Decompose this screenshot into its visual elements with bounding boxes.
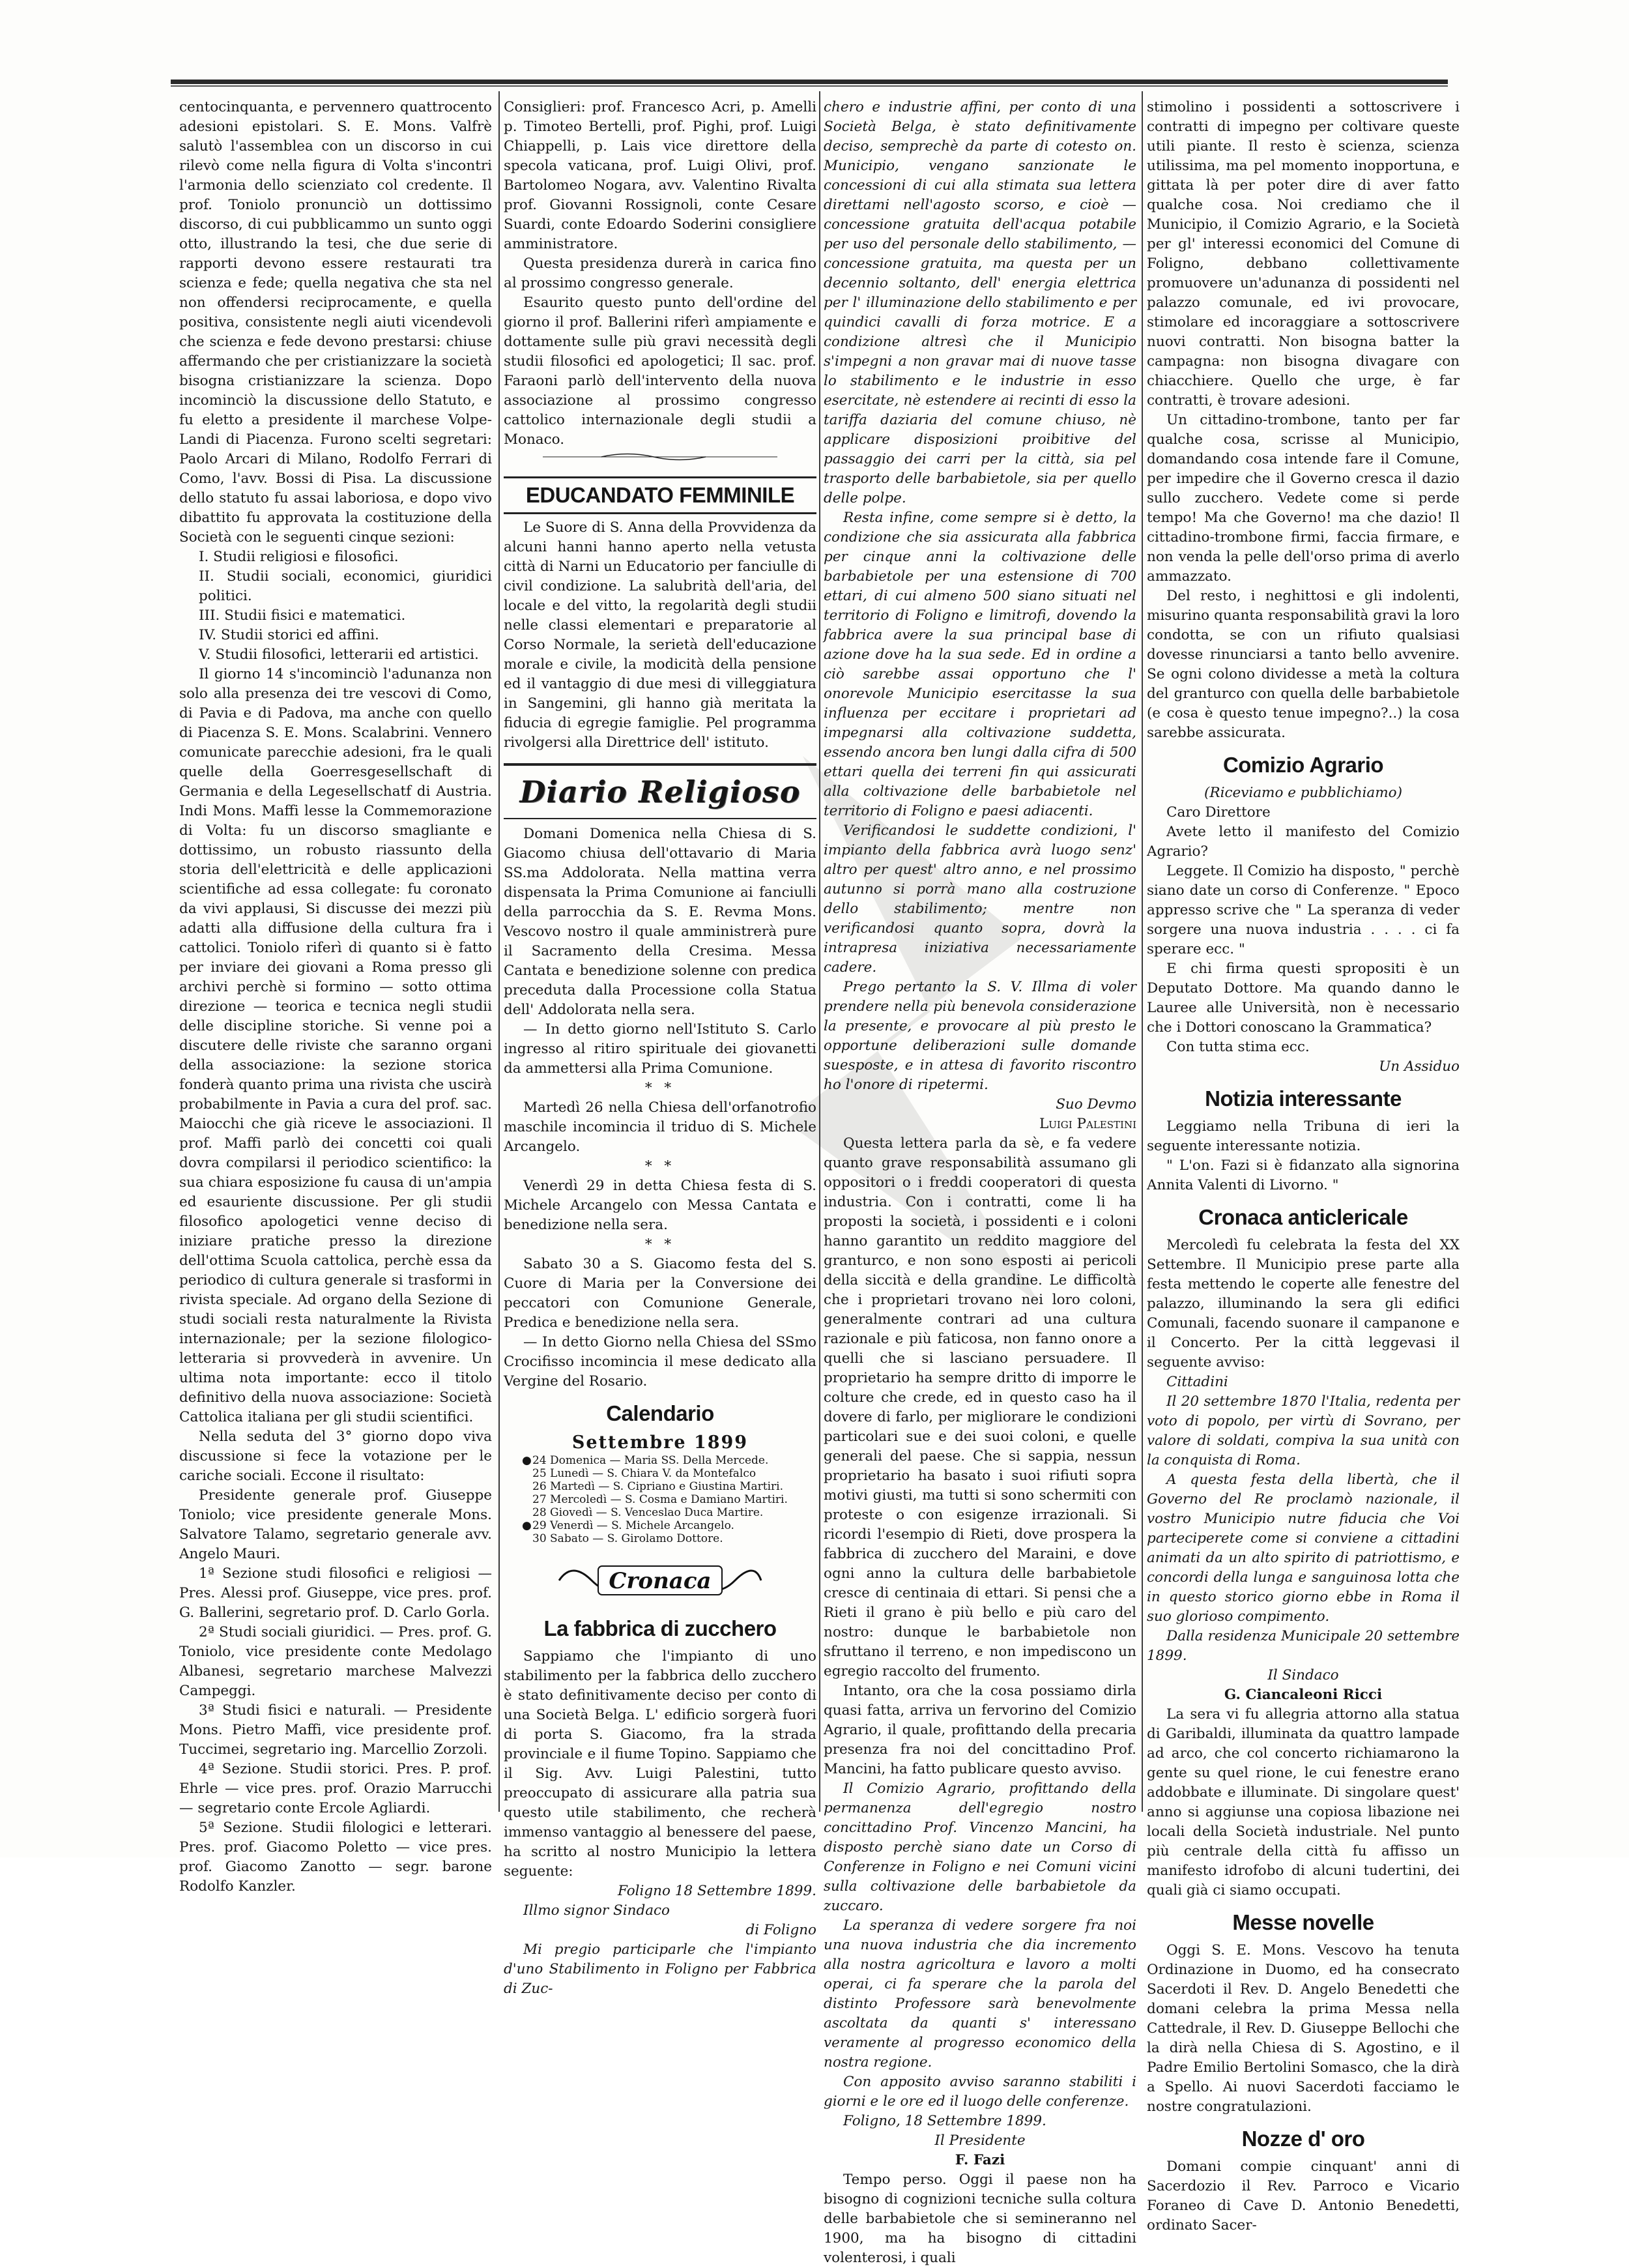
- calendar-entry: [522, 1467, 816, 1480]
- calendar-entry-text: 25 Lunedì — S. Chiara V. da Montefalco: [532, 1467, 757, 1480]
- article-paragraph: centocinquanta, e pervennero quattrocento adesioni epistolari. S. E. Mons. Valfrè salutò l'assemblea con un discorso in cui rilevò come nella figura di Volta s'incontri l'armonia dello scienziato col credente. Il prof. Toniolo pronunciò un dottissimo discorso, di cui pubblicammo un sunto oggi otto, illustrando la tesi, che due serie di rapporti devono essere restaurati tra scienza e fede; quella negativa che sta nel non offendersi reciprocamente, e quella positiva, consistente negli aiuti vicendevoli che scienza e fede devono prestarsi: chiuse affermando che per cristianizzare la società bisogna cristianizzare la scienza. Dopo incominciò la discussione dello Statuto, e fu eletto a presidente il marchese Volpe-Landi di Piacenza. Furono scelti segretari: Paolo Arcari di Milano, Rodolfo Ferrari di Como, l'avv. Bossi di Pisa. La discussione dello statuto fu assai laboriosa, e dopo vivo dibattito fu approvata la costituzione della Società con le seguenti cinque sezioni:: [179, 99, 492, 545]
- diario-religioso-title: Diario Religioso: [519, 774, 801, 809]
- article-paragraph: Cittadini: [1166, 1374, 1228, 1390]
- article-paragraph: IV. Studii storici ed affini.: [199, 627, 379, 643]
- comizio-heading: Comizio Agrario: [1222, 753, 1384, 777]
- article-paragraph: Questa lettera parla da sè, e fa vedere quanto grave responsabilità assumano gli oppositori o i freddi cooperatori di questa industria. Con i contratti, come li ha proposti la società, i possidenti e i coloni hanno garantito un reddito maggiore del granturco, e non sono esposti ai pericoli della siccità e della grandine. Le difficoltà che i proprietari trovano nei loro coloni, generalmente contrari ad una cultura razionale e più faticosa, non fanno onore a quelli che si lasciano persuadere. Il proprietario ha sempre dritto di imporre le colture che crede, ed in questo caso ha il dovere di farlo, per migliorare le condizioni particolari sue e dei suoi coloni, e quelle generali del paese. Che si sappia, nessun proprietario ha basato i suoi rifiuti sopra motivi giusti, ma tutti si sono schermiti con proteste o con esigenze irrazionali. Si ricordi l'esempio di Rieti, dove prospera la fabbrica di zucchero del Maraini, e dove ogni anno la cultura delle barbabietole cresce di centinaia di ettari. Si pensi che a Rieti il grano è più bello e più caro del nostro: dunque le barbabietole non sfruttano il terreno, e non impediscono un egregio raccolto del frumento.: [824, 1135, 1136, 1679]
- article-paragraph: stimolino i possidenti a sottoscrivere i contratti di impegno per coltivare queste utili piante. Il resto è scienza, scienza utilissima, ma pel momento inopportuna, e gittata là per poter dire di aver fatto qualche cosa. Noi crediamo che il Municipio, il Comizio Agrario, e la Società per gl' interessi economici del Comune di Foligno, debbano collettivamente promuovere un'adunanza di possidenti nel palazzo comunale, ed ivi provocare, stimolare ed incoraggiare a sottoscrivere nuovi contratti. Non bisogna batter la campagna: non bisogna divagare con chiacchiere. Quello che urge, è far contratti, è trovare adesioni.: [1147, 99, 1460, 409]
- calendar-entry: [522, 1493, 816, 1506]
- article-paragraph: II. Studii sociali, economici, giuridici politici.: [199, 568, 492, 604]
- moon-phase-icon: ●: [522, 1519, 532, 1532]
- article-paragraph: Un cittadino-trombone, tanto per far qualche cosa, scrisse al Municipio, domandando cosa intende fare il Comune, per impedire che il Governo cresca il dazio sullo zucchero. Vedete come si perde tempo! Ma che Governo! ma che dazio! Il cittadino-trombone firmi, faccia firmare, e non venda la pelle dell'orso prima di averlo ammazzato.: [1147, 412, 1460, 585]
- congress-officers-text: [504, 98, 816, 450]
- fabbrica-heading: La fabbrica di zucchero: [543, 1616, 777, 1640]
- article-paragraph: Questa presidenza durerà in carica fino al prossimo congresso generale.: [504, 255, 816, 291]
- article-paragraph: Il giorno 14 s'incominciò l'adunanza non solo alla presenza dei tre vescovi di Como, di Pavia e di Padova, ma anche con quello di Piacenza S. E. Mons. Scalabrini. Vennero comunicate parecchie adesioni, fra le quali quelle della Goerresgesellschaft di Germania e della Legesellschatf di Austria. Indi Mons. Maffi lesse la Commemorazione di Volta: fu un discorso smagliante e dottissimo, un robusto riassunto della storia dell'elettricità e delle applicazioni scientifiche ad essa collegate: fu coronato da vivi applausi, Si discusse dei mezzi più adatti alla diffusione della cultura fra i cattolici. Toniolo riferì di quanto si è fatto per inviare dei giovani a Roma presso gli archivi perchè si formino — sotto ottima direzione — teorica e tecnica negli studii delle discipline storiche. Si venne poi a discutere delle riviste che saranno organi della associazione: la sezione storica fonderà quanto prima una rivista che uscirà probabilmente in Pavia a cura del prof. sac. Maiocchi che già riceve le associazioni. Il prof. Maffi parlò dei concetti coi quali dovra compilarsi il periodico scientifico: la sua chiara esposizione fu causa di un'ampia ed esauriente discussione. Per gli studii filosofico apologetici venne deciso di iniziare pratiche presso la direzione dell'ottima Scuola cattolica, perchè essa da periodico di cultura generale si trasformi in rivista speciale. Ad organo della Sezione di studi sociali resta naturalmente la Rivista internazionale; per la sezione filologico-letteraria si provvederà in avvenire. Un ultima nota importante: ecco il titolo definitivo della nuova associazione: Società Cattolica italiana per gli studii scientifici.: [179, 666, 493, 1425]
- stars-divider: * *: [644, 1158, 676, 1174]
- letter-paragraph: Leggete. Il Comizio ha disposto, " perchè siano date un corso di Conferenze. " Epoco appresso scrive che " La speranza di veder sorgere una nuova industria . . . . ci fa sperare ecc. ": [1147, 863, 1460, 957]
- article-paragraph: Del resto, i neghittosi e gli indolenti, misurino quanta responsabilità gravi la loro condotta, se con un rifiuto qualsiasi dovesse rinunciarsi a tanto bello avvenire. Se ogni colono dividesse a metà la coltura del granturco con quella delle barbabietole (e cosa è questo tenue impegno?..) la cosa sarebbe assicurata.: [1147, 588, 1460, 741]
- article-paragraph: Il Sindaco: [1267, 1667, 1339, 1683]
- stars-divider: * *: [644, 1236, 676, 1253]
- article-paragraph: A questa festa della libertà, che il Governo del Re proclamò nazionale, il vostro Municipio nutre fiducia che Voi parteciperete come si conviene a cittadini animati da un alto spirito di patriottismo, e concordi della lunga e sanguinosa lotta che in questo storico giorno ebbe in Roma il suo glorioso compimento.: [1147, 1472, 1460, 1625]
- article-paragraph: 1ª Sezione studi filosofici e religiosi — Pres. Alessi prof. Giuseppe, vice pres. prof. G. Ballerini, segretario prof. D. Carlo Gorla.: [179, 1565, 492, 1621]
- article-paragraph: Il 20 settembre 1870 l'Italia, redenta per voto di popolo, per virtù di Sovrano, per valore di soldati, compiva la sua unità con la conquista di Roma.: [1147, 1393, 1460, 1468]
- article-paragraph: Nella seduta del 3° giorno dopo viva discussione si fece la votazione per le cariche sociali. Eccone il risultato:: [179, 1429, 492, 1484]
- column-rule: [819, 91, 820, 1812]
- nozze-text: Domani compie cinquant' anni di Sacerdozio il Rev. Parroco e Vicario Foraneo di Cave D. Antonio Benedetti, ordinato Sacer-: [1147, 2159, 1460, 2233]
- article-paragraph: La speranza di vedere sorgere fra noi una nuova industria che dia incremento alla nostra agricoltura e lavoro a molti operai, ci fa sperare che la parola del distinto Professore sarà benevolmente ascoltata da quanti s' interessano veramente al progresso economico della nostra regione.: [824, 1917, 1136, 2071]
- top-rule-thin: [171, 85, 1448, 87]
- nozze-heading: Nozze d' oro: [1241, 2127, 1365, 2151]
- article-paragraph: III. Studii fisici e matematici.: [199, 607, 406, 624]
- notizia-paragraph: Leggiamo nella Tribuna di ieri la seguente interessante notizia.: [1147, 1118, 1460, 1154]
- column-1: [179, 98, 493, 1895]
- calendar-entry-text: 24 Domenica — Maria SS. Della Mercede.: [532, 1454, 769, 1467]
- article-paragraph: Intanto, ora che la cosa possiamo dirla quasi fatta, arriva un fervorino del Comizio Agrario, il quale, profittando della precaria presenza fra noi del concittadino Prof. Mancini, ha fatto publicare questo avviso.: [824, 1683, 1136, 1777]
- educandato-heading-box: [504, 476, 816, 514]
- calendar-entry: [522, 1480, 816, 1493]
- column-4: [1147, 98, 1460, 2233]
- top-rule: [171, 80, 1448, 84]
- article-paragraph: Tempo perso. Oggi il paese non ha bisogno di cognizioni tecniche sulla coltura delle barbabietole che si semineranno nel 1900, ma ha bisogno di cittadini volenterosi, i quali: [824, 2172, 1136, 2266]
- diario-paragraph: Venerdì 29 in detta Chiesa festa di S. Michele Arcangelo con Messa Cantata e benedizione nella sera.: [504, 1178, 816, 1233]
- letter-paragraph: Avete letto il manifesto del Comizio Agrario?: [1147, 824, 1460, 860]
- article-paragraph: V. Studii filosofici, letterarii ed artistici.: [199, 647, 479, 663]
- article-paragraph: G. Ciancaleoni Ricci: [1224, 1687, 1383, 1703]
- anticlericale-heading: Cronaca anticlericale: [1198, 1205, 1408, 1229]
- educandato-heading: EDUCANDATO FEMMINILE: [525, 483, 795, 507]
- diario-paragraph: — In detto Giorno nella Chiesa del SSmo Crocifisso incomincia il mese dedicato alla Vergine del Rosario.: [504, 1334, 816, 1389]
- educandato-text: Le Suore di S. Anna della Provvidenza da alcuni hanni hanno aperto nella vetusta città di Narni un Educatorio per fanciulle di civil condizione. La salubrità dell'aria, del locale e del vitto, la regolarità degli studii nelle classi elementari e preparatorie al Corso Normale, la serietà dell'educazione morale e civile, la modicità della pensione ed il vantaggio di due mesi di villeggiatura in Sangemini, gli hanno già meritata la fiducia di egregie famiglie. Pel programma rivolgersi alla Direttrice dell' istituto.: [504, 519, 816, 751]
- calendar-entry: [522, 1532, 816, 1545]
- article-paragraph: I. Studii religiosi e filosofici.: [199, 549, 399, 565]
- diario-religioso-masthead: [504, 763, 816, 819]
- notizia-heading: Notizia interessante: [1205, 1086, 1402, 1111]
- fabbrica-text: [504, 1647, 816, 1999]
- article-paragraph: F. Fazi: [955, 2152, 1005, 2168]
- calendar-entry: [522, 1519, 816, 1532]
- calendar-entry-text: 30 Sabato — S. Girolamo Dottore.: [532, 1532, 723, 1545]
- calendar-entry-text: 26 Martedì — S. Cipriano e Giustina Martiri.: [532, 1480, 783, 1493]
- calendar-entry-text: 29 Venerdì — S. Michele Arcangelo.: [532, 1519, 734, 1532]
- article-paragraph: Il Comizio Agrario, profittando della permanenza dell'egregio nostro concittadino Prof. Vincenzo Mancini, ha disposto perchè siano date un Corso di Conferenze in Foligno e nei Comuni vicini sulla coltivazione delle barbabietole da zuccaro.: [824, 1781, 1136, 1914]
- cronaca-logo: [504, 1554, 816, 1606]
- calendario-month: Settembre 1899: [571, 1432, 749, 1453]
- letter-paragraph: Mi pregio participarle che l'impianto d'uno Stabilimento in Foligno per Fabbrica di Zuc-: [504, 1941, 816, 1997]
- article-paragraph: chero e industrie affini, per conto di una Società Belga, è stato definitivamente deciso, semprechè da parte di cotesto on. Municipio, vengano sanzionate le concessioni di cui alla stimata sua lettera direttami nell'agosto scorso, e cioè — concessione gratuita dell'acqua potabile per uso del personale dello stabilimento, — concessione gratuita, ma questa per un decennio soltanto, dell' energia elettrica per l' illuminazione dello stabilimento e per quindici cavalli di forza motrice. E a condizione altresì che il Municipio s'impegni a non gravar mai di nuove tasse lo stabilimento e le industrie in esso esercitate, nè estendere ai recinti di esso la tariffa daziaria del comune chiuso, nè applicare disposizioni proibitive del passaggio dei carri per la città, sia pel trasporto delle barbabietole, sia per quello delle polpe.: [824, 99, 1136, 506]
- messe-heading: Messe novelle: [1232, 1910, 1374, 1934]
- article-paragraph: Luigi Palestini: [1039, 1116, 1136, 1132]
- calendar-entry-text: 27 Mercoledì — S. Cosma e Damiano Martiri.: [532, 1493, 788, 1506]
- article-paragraph: Esaurito questo punto dell'ordine del giorno il prof. Ballerini riferì ampiamente e dottamente sulle più gravi necessità degli studii filosofici ed apologetici; Il sac. prof. Faraoni parlò dell'intervento della nuova associazione al prossimo congresso cattolico internazionale degli studii a Monaco.: [504, 295, 816, 448]
- article-paragraph: Dalla residenza Municipale 20 settembre 1899.: [1147, 1628, 1460, 1664]
- article-paragraph: Il Presidente: [934, 2132, 1026, 2149]
- article-paragraph: Verificandosi le suddette condizioni, l' impianto della fabbrica avrà luogo senz' altro per quest' altro anno, e nel prossimo autunno si porrà mano alla costruzione dello stabilimento; mentre non verificandosi quanto sopra, dovrà la intrapresa iniziativa necessariamente cadere.: [824, 822, 1136, 976]
- calendario-heading: Calendario: [606, 1401, 714, 1425]
- letter-paragraph: Un Assiduo: [1379, 1058, 1460, 1075]
- article-paragraph: La sera vi fu allegria attorno alla statua di Garibaldi, illuminata da quattro lampade ad arco, che col concerto richiamarono la gente su quel rione, le cui fenestre erano addobbate e illuminate. Di singolare quest' anno si aggiunse una copiosa libazione nei locali della Società industriale. Nel punto più centrale della città fu affisso un manifesto idrofobo di alcuni tudertini, dei quali già ci siamo occupati.: [1147, 1706, 1460, 1898]
- sugar-factory-continued: [1147, 98, 1460, 743]
- letter-paragraph: Con tutta stima ecc.: [1166, 1039, 1310, 1055]
- article-paragraph: Prego pertanto la S. V. Illma di voler prendere nella più benevola considerazione la presente, e provocare al più presto le opportune deliberazioni sulle domande suesposte, e in attesa di favorito riscontro ho l'onore di ripetermi.: [824, 979, 1136, 1093]
- calendar-entry-text: 28 Giovedì — S. Venceslao Duca Martire.: [532, 1506, 764, 1519]
- comizio-subheading: (Riceviamo e pubblichiamo): [1204, 785, 1402, 801]
- messe-text: Oggi S. E. Mons. Vescovo ha tenuta Ordinazione in Duomo, ed ha consecrato Sacerdoti il Rev. D. Angelo Benedetti che domani celebra la prima Messa nella Cattedrale, il Rev. D. Giuseppe Bellochi che la dirà nella Chiesa di S. Agostino, e il Padre Emilio Bertolini Somasco, che la dirà a Spello. Ai nuovi Sacerdoti facciamo le nostre congratulazioni.: [1147, 1942, 1460, 2115]
- diario-paragraph: Domani Domenica nella Chiesa di S. Giacomo chiusa dell'ottavario di Maria SS.ma Addolorata. Nella mattina verra dispensata la Prima Comunione ai fanciulli della parrocchia da S. E. Revma Mons. Vescovo nostro il quale amministrerà pure il Sacramento della Cresima. Messa Cantata e benedizione solenne con predica preceduta dalla Processione colla Statua dell' Addolorata nella sera.: [504, 826, 816, 1018]
- diario-paragraph: Martedì 26 nella Chiesa dell'orfanotrofio maschile incomincia il triduo di S. Michele Arcangelo.: [504, 1099, 816, 1155]
- article-paragraph: Resta infine, come sempre si è detto, la condizione che sia assicurata alla fabbrica per cinque anni la coltivazione delle barbabietole per una estensione di 700 ettari, di cui almeno 500 siano situati nel territorio di Foligno e limitrofi, dovendo la fabbrica avere la sua principal base di azione dove ha la sua sede. Ed in ordine a ciò sarebbe assai opportuno che l' onorevole Municipio esercitasse la sua influenza per eccitare i proprietari ad impegnarsi alla coltivazione suddetta, essendo ancora ben lungi dalla cifra di 500 ettari quella dei terreni fin qui assicurati alla coltivazione delle barbabietole nel territorio di Foligno e paesi adiacenti.: [824, 510, 1136, 819]
- calendar-list: [504, 1454, 816, 1545]
- cronaca-logo-text: Cronaca: [609, 1568, 712, 1594]
- column-2: [504, 98, 816, 1997]
- column-3: [824, 98, 1136, 2266]
- column-rule: [498, 91, 500, 1812]
- section-divider: [504, 451, 816, 463]
- moon-phase-icon: ●: [522, 1454, 532, 1467]
- column-rule: [1142, 91, 1143, 1812]
- notizia-paragraph: " L'on. Fazi si è fidanzato alla signorina Annita Valenti di Livorno. ": [1147, 1157, 1460, 1193]
- calendar-entry: [522, 1506, 816, 1519]
- letter-paragraph: Sappiamo che l'impianto di uno stabilimento per la fabbrica dello zucchero è stato definitivamente deciso per conto di una Società Belga. L' edificio sorgerà fuori di porta S. Giacomo, fra la strada provinciale e il fiume Topino. Sappiamo che il Sig. Avv. Luigi Palestini, tutto preoccupato di assicurare alla patria sua questo utile stabilimento, che recherà immenso vantaggio al benessere del paese, ha scritto al nostro Municipio la lettera seguente:: [504, 1648, 816, 1880]
- comizio-letter: [1147, 803, 1460, 1077]
- calendar-entry: [522, 1454, 816, 1467]
- letter-paragraph: Illmo signor Sindaco: [523, 1902, 670, 1919]
- article-paragraph: Foligno, 18 Settembre 1899.: [843, 2113, 1046, 2129]
- letter-paragraph: Foligno 18 Settembre 1899.: [617, 1883, 816, 1899]
- anticlericale-text: [1147, 1236, 1460, 1900]
- article-paragraph: 4ª Sezione. Studii storici. Pres. P. prof. Ehrle — vice pres. prof. Orazio Marrucchi — segretario conte Ercole Agliardi.: [179, 1761, 492, 1816]
- article-paragraph: Mercoledì fu celebrata la festa del XX Settembre. Il Municipio prese parte alla festa mettendo le coperte alle fenestre del palazzo, illuminando la sera gli edifici Comunali, facendo suonare il campanone e il Concerto. Per la città leggevasi il seguente avviso:: [1147, 1237, 1460, 1371]
- article-paragraph: 3ª Studi fisici e naturali. — Presidente Mons. Pietro Maffi, vice presidente prof. Tuccimei, segretario ing. Marcellio Zorzoli.: [179, 1702, 492, 1758]
- article-paragraph: Presidente generale prof. Giuseppe Toniolo; vice presidente generale Mons. Salvatore Talamo, segretario generale avv. Angelo Mauri.: [179, 1487, 492, 1562]
- letter-paragraph: Caro Direttore: [1166, 804, 1271, 821]
- letter-paragraph: E chi firma questi spropositi è un Deputato Dottore. Ma quando danno le Lauree alle Università, non è necessario che i Dottori conoscano la Grammatica?: [1147, 961, 1460, 1036]
- article-paragraph: 2ª Studi sociali giuridici. — Pres. prof. G. Toniolo, vice presidente conte Medolago Albanesi, segretario marchese Malvezzi Campeggi.: [179, 1624, 492, 1699]
- article-paragraph: Con apposito avviso saranno stabiliti i giorni e le ore ed il luogo delle conferenze.: [824, 2074, 1136, 2110]
- cronaca-ornament: [553, 1554, 768, 1606]
- article-paragraph: Consiglieri: prof. Francesco Acri, p. Amelli p. Timoteo Bertelli, prof. Pighi, prof. Luigi Chiappelli, p. Lais vice direttore della specola vaticana, prof. Luigi Olivi, prof. Bartolomeo Nogara, avv. Valentino Rivalta prof. Giovanni Rossignoli, conte Cesare Suardi, conte Edoardo Soderini consigliere amministratore.: [504, 99, 816, 252]
- letter-paragraph: di Foligno: [745, 1922, 816, 1938]
- diario-paragraph: Sabato 30 a S. Giacomo festa del S. Cuore di Maria per la Conversione dei peccatori con Comunione Generale, Predica e benedizione nella sera.: [504, 1256, 816, 1331]
- article-paragraph: 5ª Sezione. Studii filologici e letterari. Pres. prof. Giacomo Poletto — vice pres. prof. Giacomo Zanotto — segr. barone Rodolfo Kanzler.: [179, 1820, 492, 1895]
- diario-paragraph: — In detto giorno nell'Istituto S. Carlo ingresso al ritiro spirituale dei giovanetti da ammettersi alla Prima Comunione.: [504, 1021, 816, 1077]
- article-paragraph: Suo Devmo: [1056, 1096, 1136, 1112]
- stars-divider: * *: [644, 1080, 676, 1096]
